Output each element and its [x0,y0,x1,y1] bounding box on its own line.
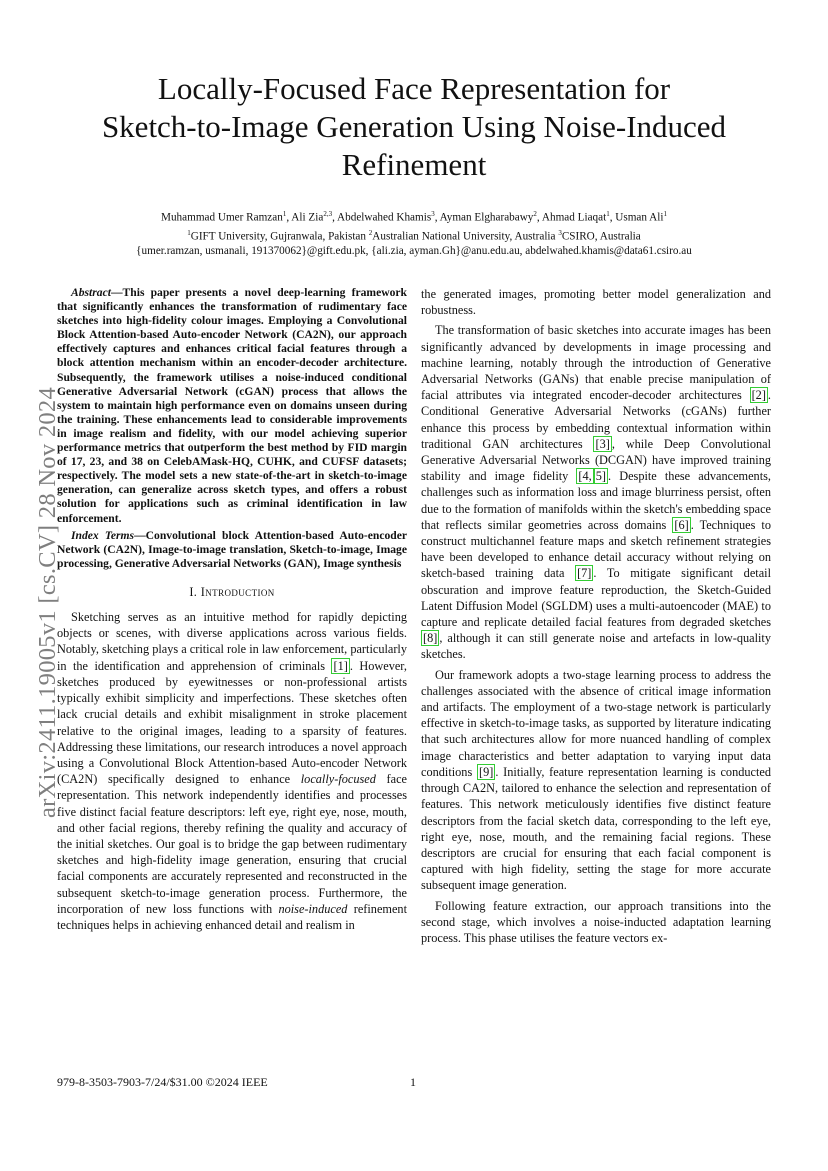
text-run: face representation. This network independently identifies and processes five distinct facial feature descriptors: left eye, right eye, nose, mouth, and other facial regions, thereby refining the quality and accuracy of the initial sketches. Our goal is to bridge the gap between rudimentary sketches and high-fidelity image generation, ensuring that crucial facial components are accurately represented and reconstructed in the subsequent sketch-to-image generation process. Furthermore, the incorporation of new loss functions with [57,772,408,916]
index-terms-label: Index Terms [71,528,135,542]
intro-paragraph-1 [57,609,407,933]
title-line-2: Sketch-to-Image Generation Using Noise-Induced [101,109,727,144]
section-number: I. [189,584,198,599]
text-run: . However, sketches produced by eyewitnesses or non-professional artists typically exhibit simplicity and imperfections. These sketches often lack crucial details and exhibit misalignment in stroke placement relative to the original images, leading to a sparsity of features. Addressing these limitations, our research introduces a novel approach using a Convolutional Block Attention-based Auto-encoder Network (CA2N) specifically designed to enhance [57,658,407,787]
affiliations [40,226,788,245]
affiliation: Australian National University, Australia [372,230,556,243]
emphasis: locally-focused [300,772,376,787]
citation-link[interactable]: [8] [423,631,438,646]
paper-title [60,70,768,184]
citation-link[interactable]: [6] [674,517,689,532]
text-run: The transformation of basic sketches into accurate images has been significantly advanced by developments in image processing and machine learning, notably through the introduction of Generative Adversarial Networks (GANs) that enable precise manipulation of facial attributes via integrated encoder-decoder architectures [421,323,771,403]
emphasis: noise-induced [278,901,348,916]
text-run: , although it can still generate noise and artefacts in low-quality sketches. [421,631,771,662]
index-terms [57,529,407,571]
footer-copyright: 979-8-3503-7903-7/24/$31.00 ©2024 IEEE [57,1075,268,1089]
paragraph-second-stage: Following feature extraction, our approach transitions into the second stage, which involves a noise-inducted adaptation learning process. This phase utilises the feature vectors ex- [421,898,771,945]
author-name: Usman Ali [615,211,664,224]
section-title: Introduction [200,584,275,599]
abstract [57,286,407,526]
author-name: Ayman Elgharabawy [439,211,534,224]
citation-link[interactable]: [2] [751,388,766,403]
author-affil-sup: 1 [282,210,287,218]
section-heading-introduction [57,584,407,600]
affil-sup: 2 [368,228,373,237]
author-list: Muhammad Umer Ramzan$^1$, Ali Zia$^{2,3}$, Abdelwahed Khamis$^3$, Ayman Elgharabawy$^2$, Ahmad Liaqat$^1$, Usman Ali$^1$ [161,210,667,224]
author-affil-sup: 1 [663,210,667,218]
author-emails: {umer.ramzan, usmanali, 191370062}@gift.edu.pk, {ali.zia, ayman.Gh}@anu.edu.au, abdelwahed.khamis@data61.csiro.au [136,245,692,258]
author-name: Abdelwahed Khamis [337,211,432,224]
abstract-text: —This paper presents a novel deep-learning framework that significantly enhances the transformation of rudimentary face sketches into high-fidelity colour images. Employing a Convolutional Block Attention-based Auto-encoder Network (CA2N), our approach effectively captures and enhances critical facial features through a block attention mechanism within an encoder-decoder architecture. Subsequently, the framework utilises a noise-induced conditional Generative Adversarial Network (cGAN) process that allows the system to maintain high performance even on domains unseen during the training. These enhancements lead to considerable improvements in image realism and fidelity, with our model achieving superior performance metrics that outperform the best method by FID margin of 17, 23, and 38 on CelebAMask-HQ, CUHK, and CUFSF datasets; respectively. The model sets a new state-of-the-art in sketch-to-image generation, can generalize across sketch types, and offers a robust solution for applications such as criminal identification in law enforcement. [57,286,407,525]
paragraph-framework [421,667,771,894]
author-affil-sup: 3 [431,210,435,218]
text-run: . Despite these advancements, challenges such as information loss and image blurriness persist, often due to the formation of manifolds within the sketch's embedding space that reflects similar geometries across domains [421,469,771,532]
arxiv-stamp: arXiv:2411.19005v1 [cs.CV] 28 Nov 2024 [34,386,61,818]
index-terms-text: —Convolutional block Attention-based Auto-encoder Network (CA2N), Image-to-image translation, Sketch-to-image, Image processing, Generative Adversarial Networks (GAN), Image synthesis [57,528,407,570]
right-column [421,286,771,946]
text-run: Sketching serves as an intuitive method for rapidly depicting objects or scenes, with diverse applications across various fields. Notably, sketching plays a critical role in law enforcement, particularly in the identification and apprehension of criminals [57,610,407,673]
title-line-1: Locally-Focused Face Representation for [157,71,671,106]
author-name: Muhammad Umer Ramzan [161,211,283,224]
author-name: Ali Zia [291,211,324,224]
citation-link[interactable]: [1] [333,658,348,673]
text-run: refinement techniques helps in achieving enhanced detail and realism in [57,901,407,932]
citation-link[interactable]: [3] [595,436,610,451]
abstract-label: Abstract [71,286,111,299]
title-line-3: Refinement [341,147,487,182]
text-run: . Techniques to construct multichannel feature maps and sketch refinement strategies have been developed to enhance detail accuracy without relying on sketch-based training data [421,517,771,581]
text-run: . To mitigate significant detail obscuration and improve feature reproduction, the Sketch-Guided Latent Diffusion Model (SGLDM) uses a multi-autoencoder (MAE) to capture and replicate detailed facial features from degraded sketches [421,566,771,630]
text-run: . Initially, feature representation learning is conducted through CA2N, tailored to enhance the selection and representation of features. This network meticulously identifies five distinct feature descriptors from the facial sketch data, corresponding to the left eye, right eye, nose, mouth, and the remaining facial regions. These descriptors are crucial for ensuring that each facial component is captured with high fidelity, setting the stage for more accurate subsequent image generation. [421,764,771,893]
affiliation: CSIRO, Australia [561,230,641,243]
continued-paragraph: the generated images, promoting better model generalization and robustness. [421,287,771,318]
citation-link[interactable]: 5] [595,469,606,484]
text-run: , while Deep Convolutional Generative Adversarial Networks (DCGAN) have improved training stability and image fidelity [421,436,771,484]
author-affil-sup: 2,3 [323,210,333,218]
author-name: Ahmad Liaqat [541,211,607,224]
affil-sup: 3 [558,228,562,237]
paragraph-gan-background [421,322,771,662]
left-column [57,286,407,933]
author-affil-sup: 2 [533,210,537,218]
affiliation: GIFT University, Gujranwala, Pakistan [190,230,366,243]
text-run: Our framework adopts a two-stage learning process to address the challenges associated with the absence of critical image information and artifacts. The employment of a two-stage network is particularly effective in sketch-to-image tasks, as supported by literature indicating that such architectures allow for more nuanced handling of complex image characteristics and better adaptation to varying input data conditions [421,667,771,779]
page-number: 1 [410,1075,416,1089]
citation-link[interactable]: [4, [578,469,592,484]
text-run: . Conditional Generative Adversarial Networks (cGANs) further enhance this process by embedding contextual information within traditional GAN architectures [421,388,771,451]
affil-sup: 1 [187,228,191,237]
citation-link[interactable]: [9] [479,764,494,779]
author-block [40,207,788,259]
author-affil-sup: 1 [606,210,610,218]
citation-link[interactable]: [7] [577,566,592,581]
